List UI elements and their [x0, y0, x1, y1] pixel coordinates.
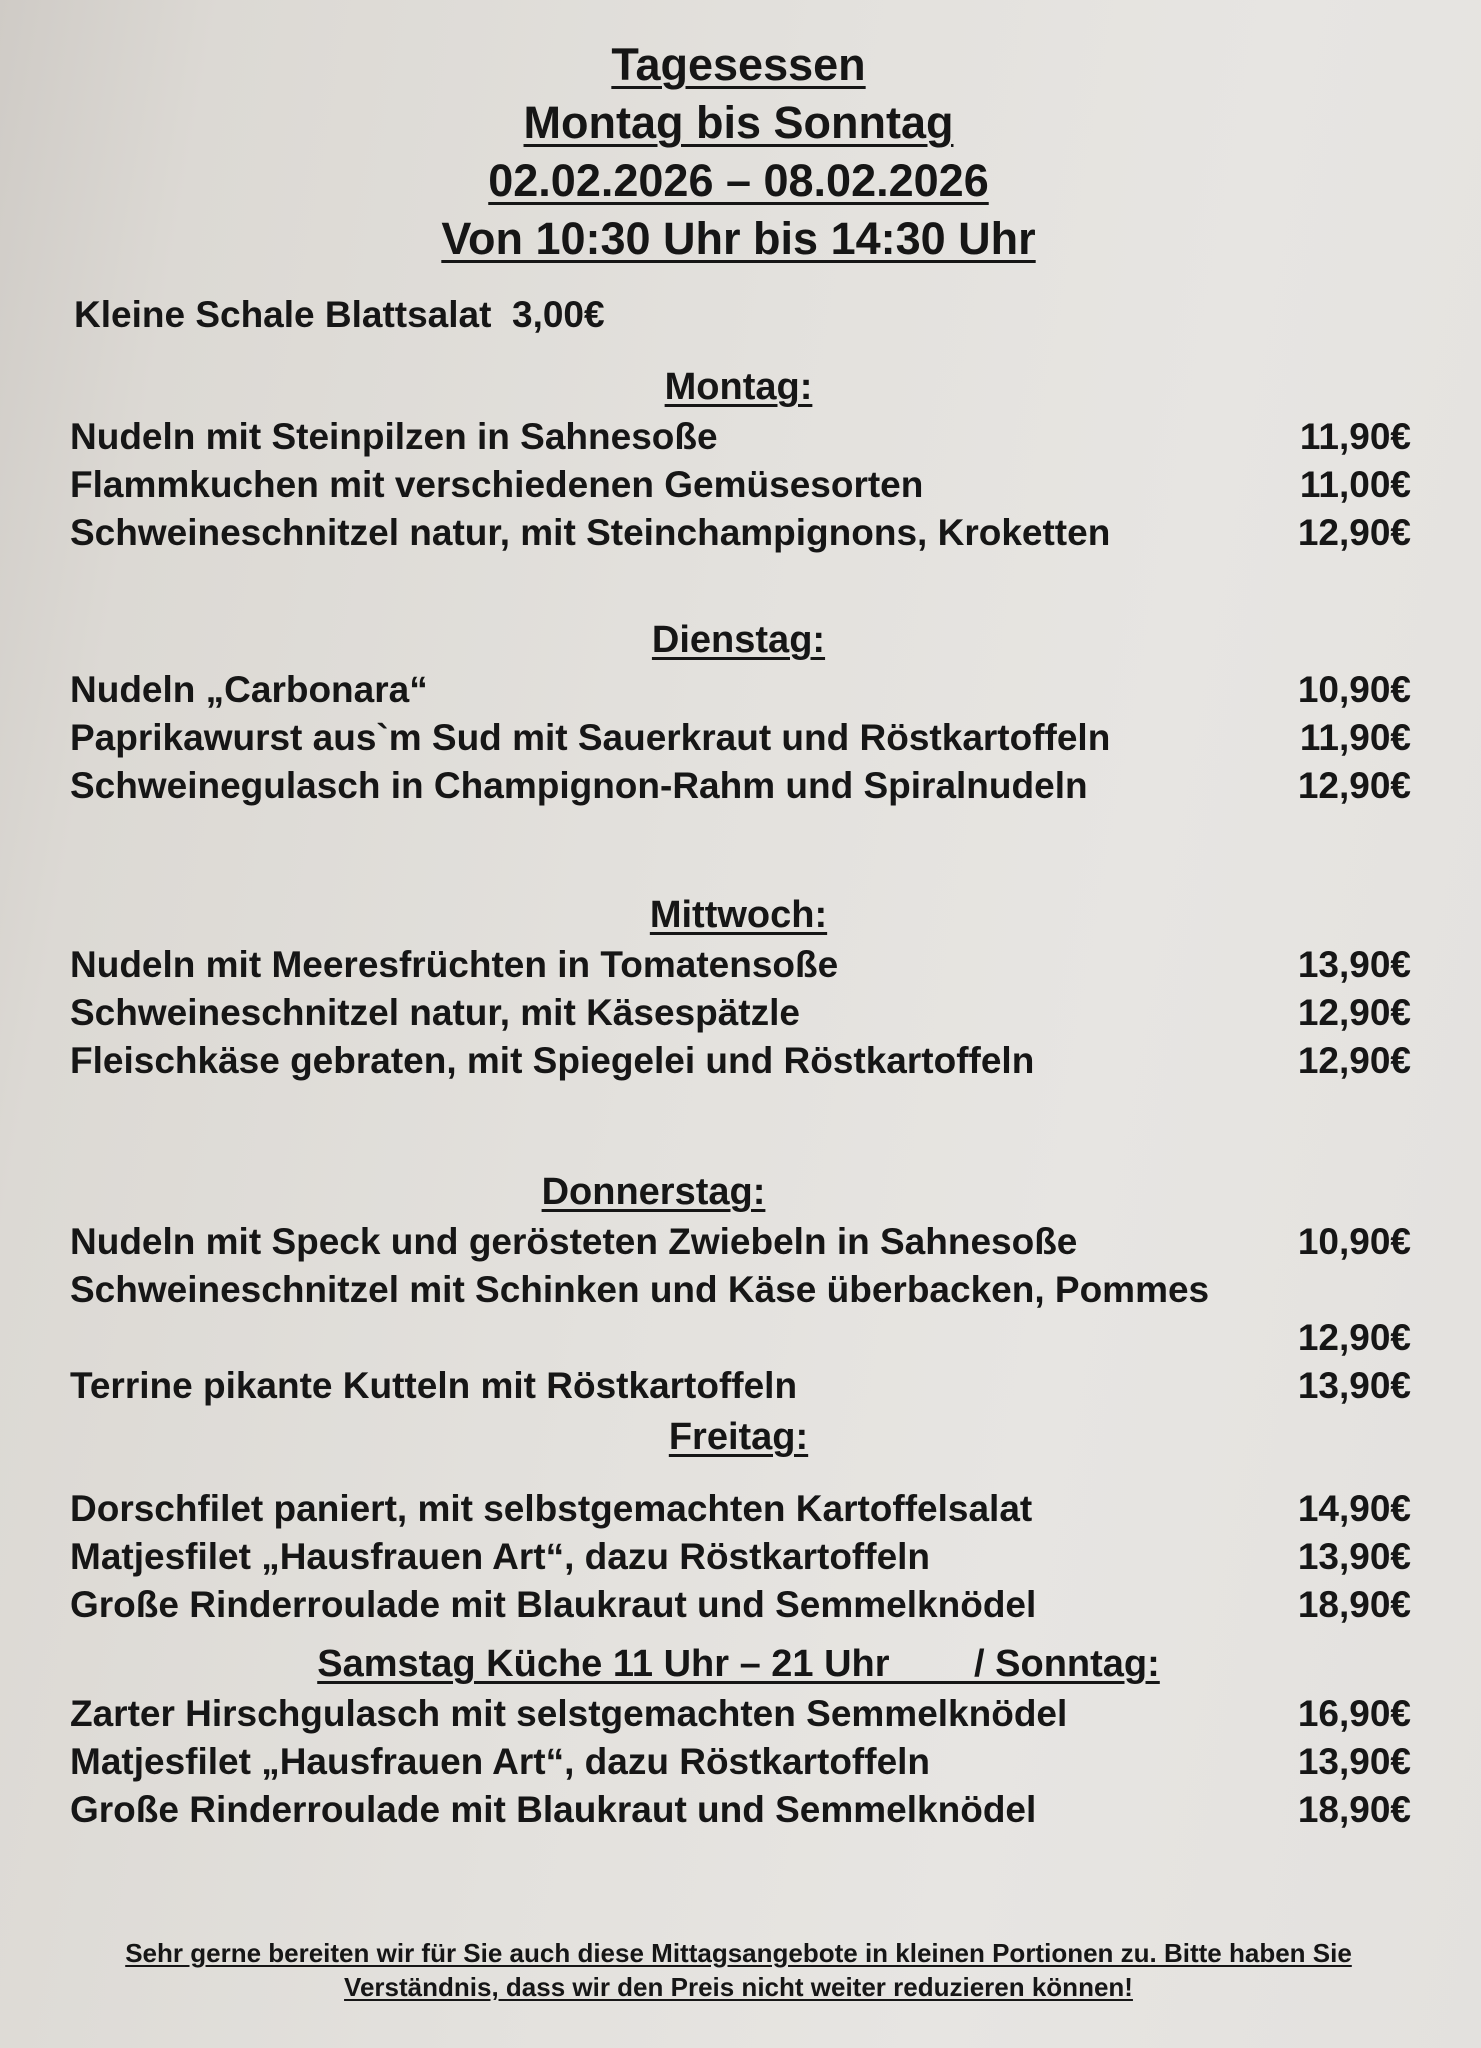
item-price: 11,90€: [1299, 416, 1411, 457]
item-name: Nudeln mit Meeresfrüchten in Tomatensoße: [70, 944, 839, 985]
item-price: 10,90€: [1297, 1221, 1411, 1262]
menu-item: [66, 666, 1411, 714]
item-price: 13,90€: [1297, 1365, 1411, 1406]
item-price: 12,90€: [1297, 1040, 1411, 1081]
footer-note: [66, 1936, 1411, 2004]
menu-item: [66, 1218, 1411, 1266]
item-name: Matjesfilet „Hausfrauen Art“, dazu Röstkartoffeln: [70, 1741, 931, 1782]
item-name: Schweineschnitzel natur, mit Steinchampignons, Kroketten: [70, 512, 1111, 553]
section-title: Donnerstag:: [541, 1171, 766, 1213]
item-name: Dorschfilet paniert, mit selbstgemachten Kartoffelsalat: [70, 1488, 1033, 1529]
item-price: 16,90€: [1297, 1693, 1411, 1734]
section-dienstag: [66, 619, 1411, 810]
item-name: Matjesfilet „Hausfrauen Art“, dazu Röstkartoffeln: [70, 1536, 931, 1577]
item-name: Terrine pikante Kutteln mit Röstkartoffeln: [70, 1365, 798, 1406]
section-title: Montag:: [664, 366, 813, 408]
item-price: 11,90€: [1299, 717, 1411, 758]
item-name: Paprikawurst aus`m Sud mit Sauerkraut und Röstkartoffeln: [70, 717, 1111, 758]
item-name: Flammkuchen mit verschiedenen Gemüsesorten: [70, 464, 924, 505]
item-price: 14,90€: [1297, 1488, 1411, 1529]
menu-days: Montag bis Sonntag: [523, 97, 954, 148]
item-price: 13,90€: [1297, 944, 1411, 985]
footer-line: Verständnis, dass wir den Preis nicht weiter reduzieren können!: [344, 1972, 1133, 2002]
item-name: Nudeln mit Speck und gerösteten Zwiebeln in Sahnesoße: [70, 1221, 1078, 1262]
item-name: Schweineschnitzel natur, mit Käsespätzle: [70, 992, 800, 1033]
menu-item: [66, 714, 1411, 762]
menu-item: [66, 1581, 1411, 1629]
section-title: Mittwoch:: [649, 894, 828, 936]
item-price: 13,90€: [1297, 1536, 1411, 1577]
item-price: 12,90€: [1297, 765, 1411, 806]
item-name: Große Rinderroulade mit Blaukraut und Semmelknödel: [70, 1584, 1037, 1625]
item-price: 18,90€: [1297, 1584, 1411, 1625]
menu-header: [66, 36, 1411, 268]
menu-dates: 02.02.2026 – 08.02.2026: [488, 155, 989, 206]
menu-title: Tagesessen: [611, 39, 866, 90]
item-name: Schweinegulasch in Champignon-Rahm und Spiralnudeln: [70, 765, 1088, 806]
menu-item: [66, 1533, 1411, 1581]
section-title: Dienstag:: [651, 619, 826, 661]
menu-item: [66, 1738, 1411, 1786]
menu-item: [66, 1037, 1411, 1085]
section-freitag: [66, 1416, 1411, 1629]
section-mittwoch: [66, 894, 1411, 1085]
menu-item: [66, 1786, 1411, 1834]
item-price: 12,90€: [1297, 992, 1411, 1033]
menu-item: [66, 509, 1411, 557]
item-name: Große Rinderroulade mit Blaukraut und Semmelknödel: [70, 1789, 1037, 1830]
section-donnerstag: [66, 1171, 1411, 1410]
menu-hours: Von 10:30 Uhr bis 14:30 Uhr: [441, 213, 1036, 264]
side-salad: Kleine Schale Blattsalat 3,00€: [74, 294, 605, 335]
item-price: 12,90€: [1297, 512, 1411, 553]
item-price: 18,90€: [1297, 1789, 1411, 1830]
item-name: Schweineschnitzel mit Schinken und Käse überbacken, Pommes: [70, 1269, 1210, 1310]
section-wochenende: [66, 1643, 1411, 1834]
item-price: 10,90€: [1297, 669, 1411, 710]
item-price: 11,00€: [1299, 464, 1411, 505]
menu-item: [66, 461, 1411, 509]
section-title: Freitag:: [668, 1416, 809, 1458]
item-name: Nudeln „Carbonara“: [70, 669, 428, 710]
menu-item: [66, 413, 1411, 461]
menu-item: [66, 762, 1411, 810]
section-montag: [66, 366, 1411, 557]
menu-item: [66, 1362, 1411, 1410]
menu-item: [66, 1485, 1411, 1533]
footer-line: Sehr gerne bereiten wir für Sie auch diese Mittagsangebote in kleinen Portionen zu. Bitte haben Sie: [125, 1938, 1352, 1968]
item-name: Zarter Hirschgulasch mit selstgemachten Semmelknödel: [70, 1693, 1068, 1734]
item-price: 13,90€: [1297, 1741, 1411, 1782]
menu-item: [66, 1266, 1411, 1362]
item-price: 12,90€: [1297, 1317, 1411, 1358]
menu-item: [66, 941, 1411, 989]
menu-item: [66, 989, 1411, 1037]
section-title: Samstag Küche 11 Uhr – 21 Uhr / Sonntag:: [317, 1643, 1160, 1685]
item-name: Fleischkäse gebraten, mit Spiegelei und Röstkartoffeln: [70, 1040, 1035, 1081]
menu-item: [66, 1690, 1411, 1738]
item-name: Nudeln mit Steinpilzen in Sahnesoße: [70, 416, 718, 457]
